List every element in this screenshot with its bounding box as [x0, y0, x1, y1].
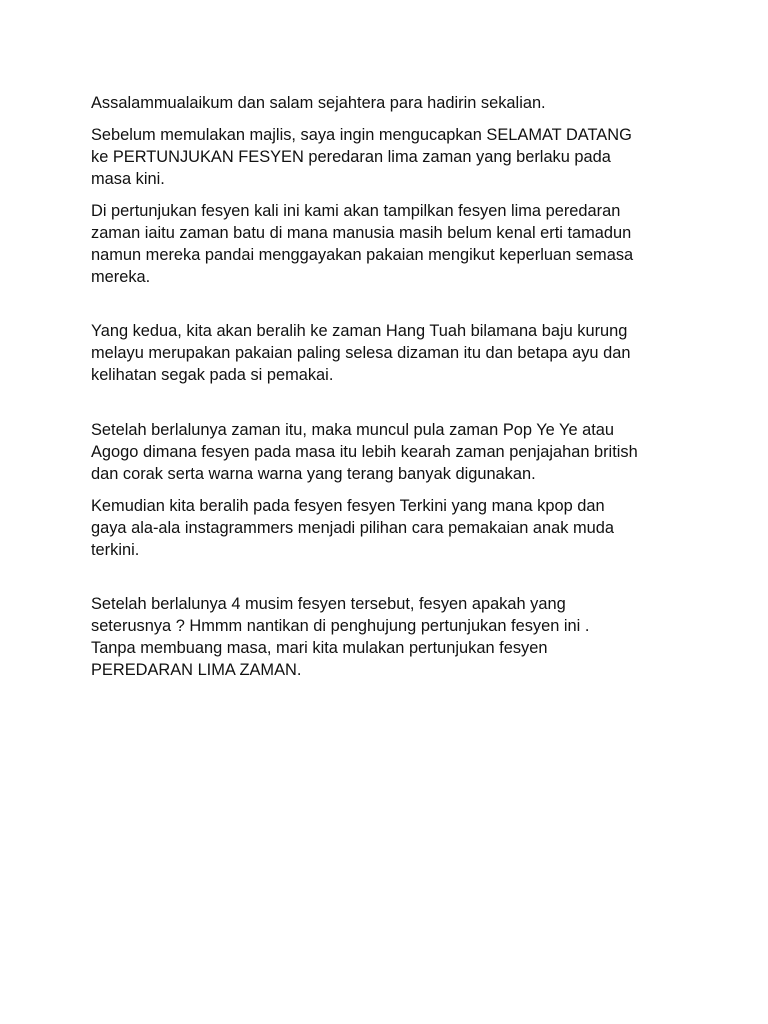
paragraph-stone-age	[91, 200, 691, 288]
text-line: melayu merupakan pakaian paling selesa dizaman itu dan betapa ayu dan	[91, 344, 631, 362]
text-line: namun mereka pandai menggayakan pakaian mengikut keperluan semasa	[91, 246, 634, 264]
text-line: zaman iaitu zaman batu di mana manusia masih belum kenal erti tamadun	[91, 224, 632, 242]
paragraph-greeting	[91, 92, 691, 114]
text-line: dan corak serta warna warna yang terang banyak digunakan.	[91, 465, 536, 483]
text-line: Kemudian kita beralih pada fesyen fesyen Terkini yang mana kpop dan	[91, 497, 605, 515]
text-line: ke PERTUNJUKAN FESYEN peredaran lima zaman yang berlaku pada	[91, 148, 611, 166]
text-line: Di pertunjukan fesyen kali ini kami akan tampilkan fesyen lima peredaran	[91, 202, 621, 220]
text-line: Tanpa membuang masa, mari kita mulakan pertunjukan fesyen	[91, 639, 548, 657]
text-line: PEREDARAN LIMA ZAMAN.	[91, 661, 302, 679]
text-line: Yang kedua, kita akan beralih ke zaman Hang Tuah bilamana baju kurung	[91, 322, 628, 340]
text-line: Sebelum memulakan majlis, saya ingin mengucapkan SELAMAT DATANG	[91, 126, 632, 144]
text-line: gaya ala-ala instagrammers menjadi pilihan cara pemakaian anak muda	[91, 519, 614, 537]
text-line: Agogo dimana fesyen pada masa itu lebih kearah zaman penjajahan british	[91, 443, 638, 461]
paragraph-terkini	[91, 495, 691, 561]
text-line: mereka.	[91, 268, 151, 286]
text-line: kelihatan segak pada si pemakai.	[91, 366, 334, 384]
paragraph-hang-tuah	[91, 320, 691, 386]
paragraph-welcome	[91, 124, 691, 190]
document-body	[91, 92, 691, 681]
text-line: seterusnya ? Hmmm nantikan di penghujung pertunjukan fesyen ini .	[91, 617, 590, 635]
text-line: Assalammualaikum dan salam sejahtera para hadirin sekalian.	[91, 94, 546, 112]
text-line: terkini.	[91, 541, 140, 559]
text-line: Setelah berlalunya 4 musim fesyen tersebut, fesyen apakah yang	[91, 595, 566, 613]
text-line: masa kini.	[91, 170, 165, 188]
paragraph-pop-ye-ye	[91, 419, 691, 485]
paragraph-closing	[91, 593, 691, 681]
text-line: Setelah berlalunya zaman itu, maka muncul pula zaman Pop Ye Ye atau	[91, 421, 615, 439]
